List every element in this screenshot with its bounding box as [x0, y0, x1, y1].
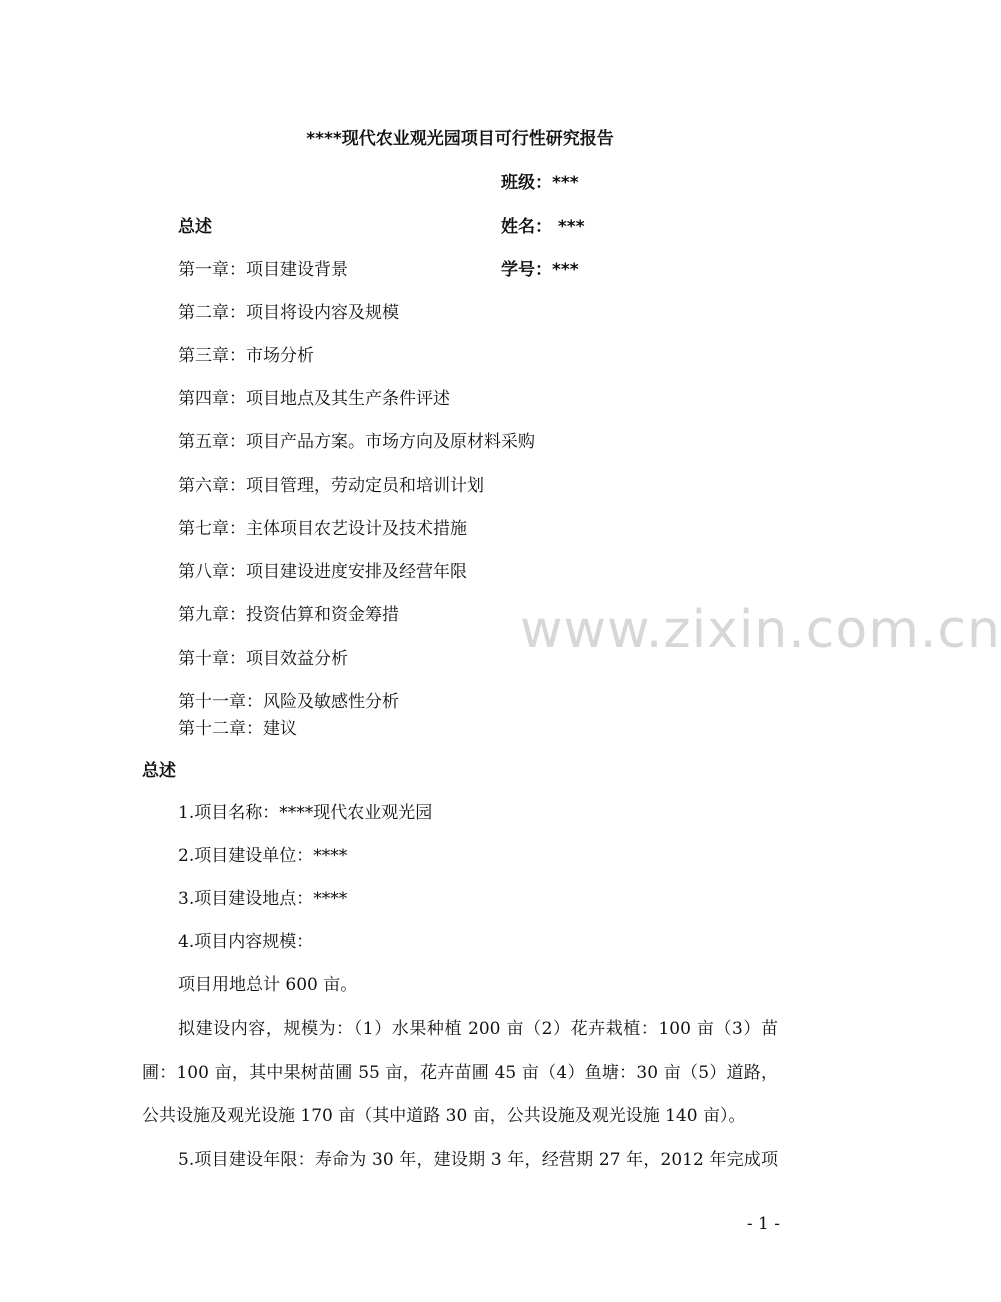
- overview-item: 1.项目名称：****现代农业观光园: [178, 803, 433, 823]
- paragraph-line: 公共设施及观光设施 170 亩（其中道路 30 亩，公共设施及观光设施 140 亩）。: [142, 1106, 746, 1126]
- toc-item: 第十一章：风险及敏感性分析: [178, 692, 399, 712]
- toc-item: 第四章：项目地点及其生产条件评述: [178, 389, 450, 409]
- overview-item: 3.项目建设地点：****: [178, 889, 348, 909]
- toc-item: 第七章：主体项目农艺设计及技术措施: [178, 519, 467, 539]
- paragraph-line: 5.项目建设年限：寿命为 30 年，建设期 3 年，经营期 27 年，2012 年完成项: [178, 1150, 778, 1170]
- class-info: 班级：***: [501, 173, 579, 193]
- toc-item: 第十章：项目效益分析: [178, 649, 348, 669]
- toc-item: 第六章：项目管理，劳动定员和培训计划: [178, 476, 484, 496]
- overview-item: 2.项目建设单位：****: [178, 846, 348, 866]
- toc-item: 第一章：项目建设背景: [178, 260, 348, 280]
- name-info: 姓名： ***: [501, 217, 585, 237]
- toc-item: 第八章：项目建设进度安排及经营年限: [178, 562, 467, 582]
- watermark: www.zixin.com.cn: [520, 600, 1001, 660]
- overview-item: 4.项目内容规模：: [178, 932, 314, 952]
- student-id-info: 学号：***: [501, 260, 579, 280]
- section-heading: 总述: [142, 761, 176, 781]
- toc-item: 第三章：市场分析: [178, 346, 314, 366]
- land-total: 项目用地总计 600 亩。: [178, 975, 358, 995]
- paragraph-line: 圃：100 亩，其中果树苗圃 55 亩，花卉苗圃 45 亩（4）鱼塘：30 亩（5）道路，: [142, 1063, 778, 1083]
- paragraph-line: 拟建设内容，规模为：（1）水果种植 200 亩（2）花卉栽植：100 亩（3）苗: [178, 1019, 778, 1039]
- page-number: - 1 -: [746, 1214, 780, 1234]
- toc-item: 第九章：投资估算和资金筹措: [178, 605, 399, 625]
- toc-item: 第二章：项目将设内容及规模: [178, 303, 399, 323]
- toc-item: 第十二章：建议: [178, 719, 297, 739]
- toc-item: 第五章：项目产品方案。市场方向及原材料采购: [178, 432, 535, 452]
- toc-heading: 总述: [178, 217, 212, 237]
- document-title: ****现代农业观光园项目可行性研究报告: [306, 129, 614, 149]
